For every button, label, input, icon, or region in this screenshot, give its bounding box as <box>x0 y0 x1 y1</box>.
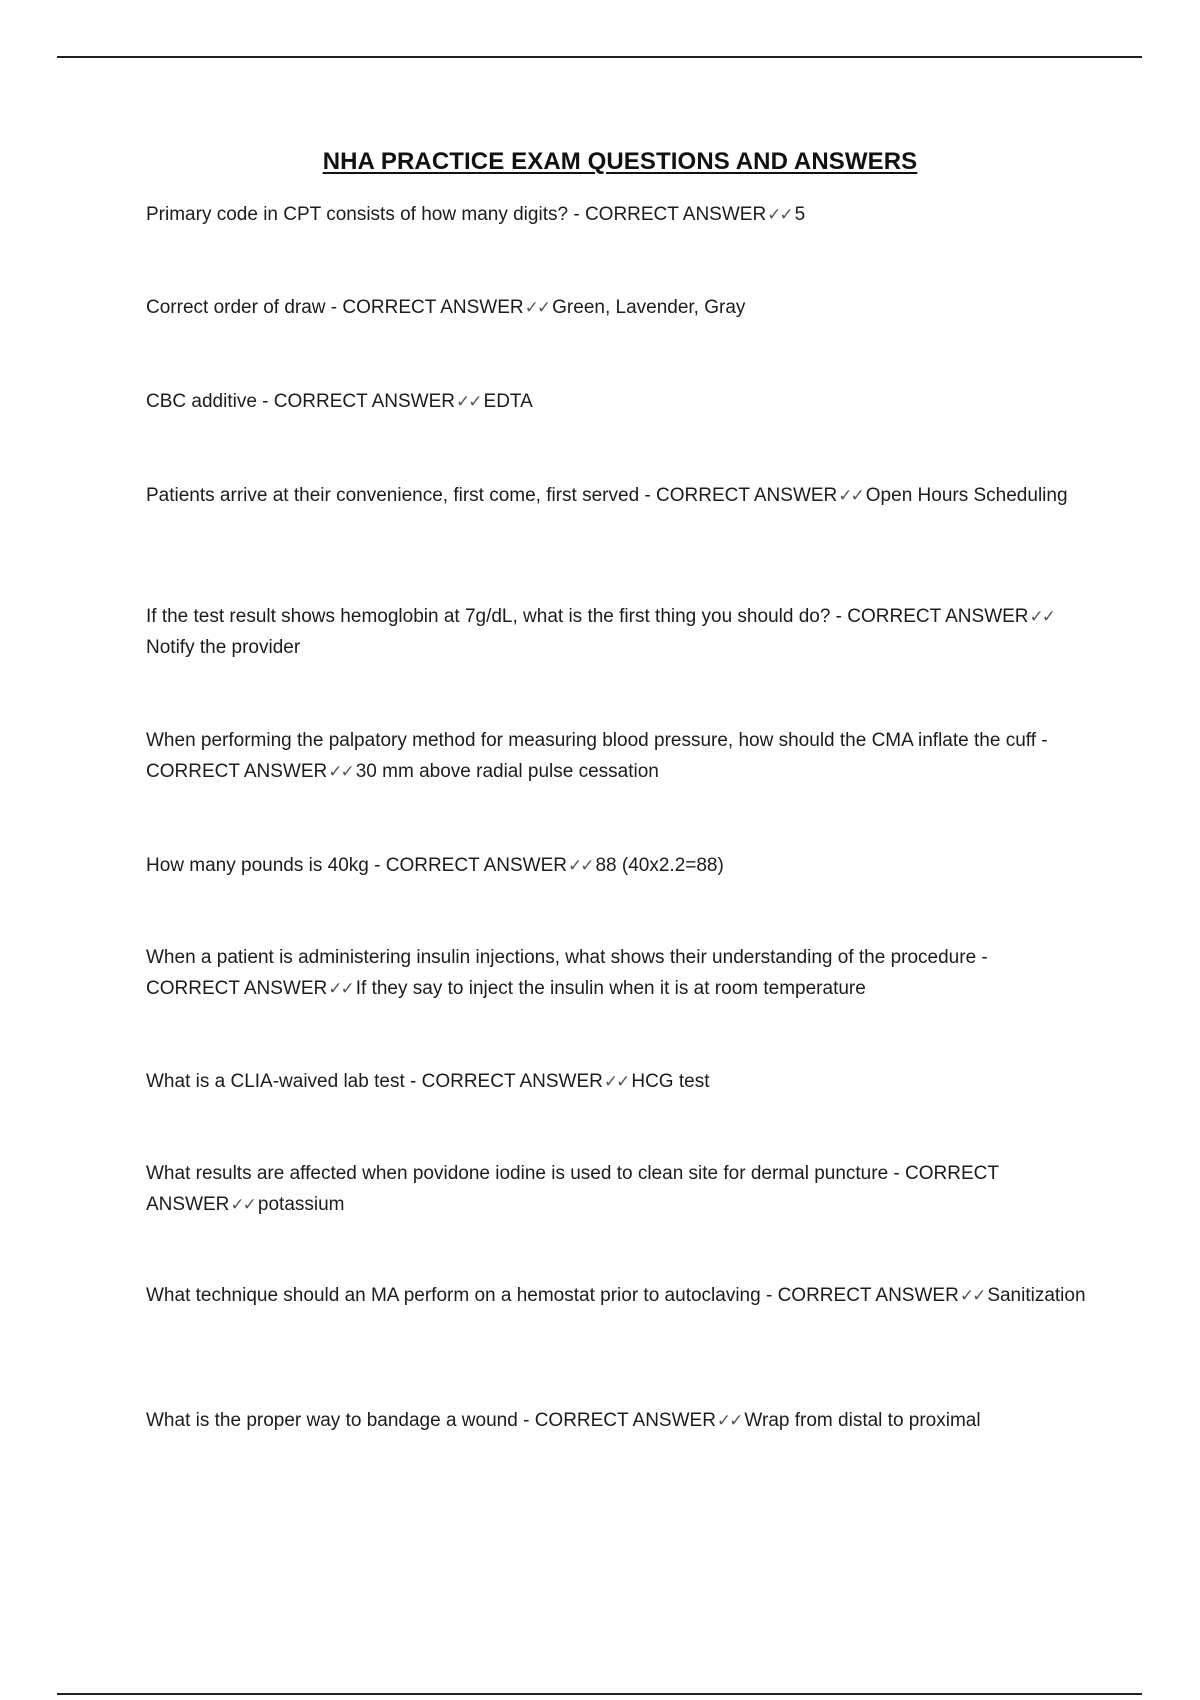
question-text: What is the proper way to bandage a wound <box>146 1410 518 1431</box>
answer-marker: CORRECT ANSWER <box>146 1163 999 1215</box>
question-text: What is a CLIA-waived lab test <box>146 1071 405 1092</box>
answer-marker: CORRECT ANSWER <box>534 1410 716 1431</box>
answer-text: Wrap from distal to proximal <box>744 1410 981 1431</box>
answer-text: 5 <box>794 204 806 225</box>
answer-text: Green, Lavender, Gray <box>552 297 746 318</box>
answer-text: EDTA <box>483 391 533 412</box>
double-check-icon: ✓✓ <box>524 298 550 317</box>
question-text: When performing the palpatory method for measuring blood pressure, how should the CMA inflate the cuff <box>146 730 1036 751</box>
answer-marker: CORRECT ANSWER <box>146 978 328 999</box>
double-check-icon: ✓✓ <box>567 856 593 875</box>
question-text: When a patient is administering insulin injections, what shows their understanding of the procedure <box>146 947 977 968</box>
double-check-icon: ✓✓ <box>716 1411 742 1430</box>
double-check-icon: ✓✓ <box>959 1286 985 1305</box>
question-text: What technique should an MA perform on a hemostat prior to autoclaving <box>146 1285 761 1306</box>
footer-rule <box>57 1693 1142 1695</box>
qa-item-1: Primary code in CPT consists of how many digits? - CORRECT ANSWER✓✓ 5 <box>146 199 1086 230</box>
qa-item-7: How many pounds is 40kg - CORRECT ANSWER✓✓ 88 (40x2.2=88) <box>146 850 1086 881</box>
answer-marker: CORRECT ANSWER <box>584 204 767 225</box>
qa-item-12: What is the proper way to bandage a wound - CORRECT ANSWER✓✓ Wrap from distal to proximal <box>146 1405 1086 1436</box>
answer-marker: CORRECT ANSWER <box>342 297 524 318</box>
header-rule <box>57 56 1142 58</box>
double-check-icon: ✓✓ <box>456 392 481 411</box>
double-check-icon: ✓✓ <box>1029 607 1055 626</box>
double-check-icon: ✓✓ <box>767 205 792 224</box>
answer-marker: CORRECT ANSWER <box>273 391 456 412</box>
qa-item-3: CBC additive - CORRECT ANSWER✓✓ EDTA <box>146 386 1086 417</box>
double-check-icon: ✓✓ <box>603 1072 629 1091</box>
answer-marker: CORRECT ANSWER <box>385 855 567 876</box>
answer-text: 88 (40x2.2=88) <box>595 855 724 876</box>
qa-item-8: When a patient is administering insulin injections, what shows their understanding of the procedure - CORRECT ANSWER✓✓ If they say to inject the insulin when it is at room temperature <box>146 942 1086 1004</box>
question-text: If the test result shows hemoglobin at 7g/dL, what is the first thing you should do? <box>146 606 831 627</box>
question-text: How many pounds is 40kg <box>146 855 369 876</box>
double-check-icon: ✓✓ <box>328 979 353 998</box>
question-text: What results are affected when povidone iodine is used to clean site for dermal puncture <box>146 1163 889 1184</box>
double-check-icon: ✓✓ <box>230 1195 255 1214</box>
qa-item-10: What results are affected when povidone iodine is used to clean site for dermal puncture - CORRECT ANSWER✓✓ potassium <box>146 1158 1086 1220</box>
question-text: Primary code in CPT consists of how many digits? <box>146 204 569 225</box>
answer-text: Sanitization <box>987 1285 1086 1306</box>
question-text: Correct order of draw <box>146 297 326 318</box>
answer-text: Open Hours Scheduling <box>865 485 1068 506</box>
double-check-icon: ✓✓ <box>838 486 863 505</box>
qa-item-6: When performing the palpatory method for measuring blood pressure, how should the CMA inflate the cuff - CORRECT ANSWER✓✓ 30 mm above radial pulse cessation <box>146 725 1086 787</box>
double-check-icon: ✓✓ <box>328 762 353 781</box>
question-text: CBC additive <box>146 391 257 412</box>
answer-marker: CORRECT ANSWER <box>656 485 838 506</box>
answer-marker: CORRECT ANSWER <box>146 761 328 782</box>
question-text: Patients arrive at their convenience, first come, first served <box>146 485 640 506</box>
qa-item-4: Patients arrive at their convenience, first come, first served - CORRECT ANSWER✓✓ Open Hours Scheduling <box>146 480 1086 511</box>
answer-text: HCG test <box>631 1071 710 1092</box>
qa-item-2: Correct order of draw - CORRECT ANSWER✓✓ Green, Lavender, Gray <box>146 292 1086 323</box>
document-title: NHA PRACTICE EXAM QUESTIONS AND ANSWERS <box>322 148 918 175</box>
answer-marker: CORRECT ANSWER <box>777 1285 959 1306</box>
answer-marker: CORRECT ANSWER <box>421 1071 603 1092</box>
qa-item-11: What technique should an MA perform on a hemostat prior to autoclaving - CORRECT ANSWER✓✓ Sanitization <box>146 1280 1086 1311</box>
answer-marker: CORRECT ANSWER <box>847 606 1029 627</box>
qa-item-5: If the test result shows hemoglobin at 7g/dL, what is the first thing you should do? - CORRECT ANSWER✓✓Notify the provider <box>146 601 1086 663</box>
qa-item-9: What is a CLIA-waived lab test - CORRECT ANSWER✓✓ HCG test <box>146 1066 1086 1097</box>
answer-text: If they say to inject the insulin when it is at room temperature <box>355 978 866 999</box>
answer-text: potassium <box>257 1194 345 1215</box>
answer-text: 30 mm above radial pulse cessation <box>355 761 659 782</box>
answer-text: Notify the provider <box>146 637 301 658</box>
